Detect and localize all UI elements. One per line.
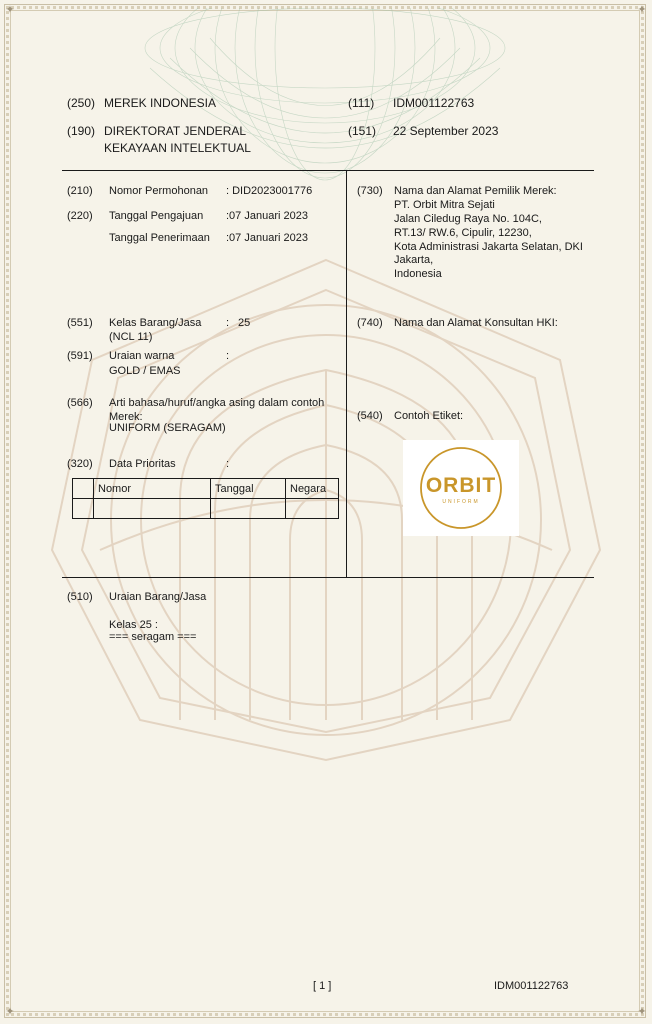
divider-vertical [346, 170, 347, 577]
priority-label: Data Prioritas [109, 458, 176, 470]
divider-bottom [62, 577, 594, 578]
receipt-date-label: Tanggal Penerimaan [109, 232, 210, 244]
registration-date: 22 September 2023 [393, 124, 499, 138]
class-separator: : [226, 317, 230, 329]
divider-top [62, 170, 594, 171]
trademark-logo [403, 440, 519, 536]
owner-address-line2: RT.13/ RW.6, Cipulir, 12230, [394, 227, 532, 239]
translation-label-line2: Merek: [109, 411, 143, 423]
code-210: (210) [67, 185, 93, 197]
directorate-name-line2: KEKAYAAN INTELEKTUAL [104, 141, 251, 155]
receipt-date-value: :07 Januari 2023 [226, 232, 308, 244]
corner-ornament-icon: ✦ [637, 4, 647, 16]
color-value: GOLD / EMAS [109, 365, 181, 377]
class-label: Kelas Barang/Jasa [109, 317, 202, 329]
orbit-logo-icon [403, 440, 519, 536]
code-320: (320) [67, 458, 93, 470]
code-730: (730) [357, 185, 383, 197]
owner-address-line5: Indonesia [394, 268, 442, 280]
registration-number: IDM001122763 [393, 96, 475, 110]
owner-label: Nama dan Alamat Pemilik Merek: [394, 185, 557, 197]
owner-address-line1: Jalan Ciledug Raya No. 104C, [394, 213, 542, 225]
corner-ornament-icon: ✦ [5, 4, 15, 16]
filing-date-value: :07 Januari 2023 [226, 210, 308, 222]
class-ncl: (NCL 11) [109, 331, 153, 343]
priority-table-row [73, 499, 339, 519]
page-number: [ 1 ] [313, 980, 332, 992]
code-510: (510) [67, 591, 93, 603]
code-566: (566) [67, 397, 93, 409]
code-591: (591) [67, 350, 93, 362]
logo-brand-text: ORBIT [425, 474, 497, 497]
priority-table-header [73, 479, 339, 499]
header-code-151: (151) [348, 124, 377, 138]
consultant-label: Nama dan Alamat Konsultan HKI: [394, 317, 558, 329]
directorate-name-line1: DIREKTORAT JENDERAL [104, 124, 247, 138]
header-code-190: (190) [67, 124, 96, 138]
logo-sub-text: UNIFORM [442, 499, 480, 505]
priority-col-date: Tanggal [211, 479, 286, 499]
goods-item-line: === seragam === [109, 631, 197, 643]
code-540: (540) [357, 410, 383, 422]
priority-separator: : [226, 458, 230, 470]
priority-col-country: Negara [286, 479, 339, 499]
class-value: 25 [238, 317, 251, 329]
corner-ornament-icon: ✦ [5, 1006, 15, 1018]
header-code-250: (250) [67, 96, 96, 110]
owner-name: PT. Orbit Mitra Sejati [394, 199, 495, 211]
priority-col-number: Nomor [94, 479, 211, 499]
owner-address-line3: Kota Administrasi Jakarta Selatan, DKI [394, 241, 583, 253]
filing-date-label: Tanggal Pengajuan [109, 210, 204, 222]
priority-table [72, 478, 339, 519]
application-number-value: : DID2023001776 [226, 185, 313, 197]
color-label: Uraian warna [109, 350, 175, 362]
label-sample-title: Contoh Etiket: [394, 410, 464, 422]
office-title: MEREK INDONESIA [104, 96, 217, 110]
goods-label: Uraian Barang/Jasa [109, 591, 207, 603]
translation-label-line1: Arti bahasa/huruf/angka asing dalam contoh [109, 397, 325, 409]
code-220: (220) [67, 210, 93, 222]
application-number-label: Nomor Permohonan [109, 185, 209, 197]
corner-ornament-icon: ✦ [637, 1006, 647, 1018]
translation-value: UNIFORM (SERAGAM) [109, 422, 226, 434]
color-separator: : [226, 350, 230, 362]
footer-registration-number: IDM001122763 [494, 980, 569, 992]
goods-class-line: Kelas 25 : [109, 619, 158, 631]
code-551: (551) [67, 317, 93, 329]
header-code-111: (111) [348, 96, 375, 110]
code-740: (740) [357, 317, 383, 329]
owner-address-line4: Jakarta, [394, 254, 434, 266]
